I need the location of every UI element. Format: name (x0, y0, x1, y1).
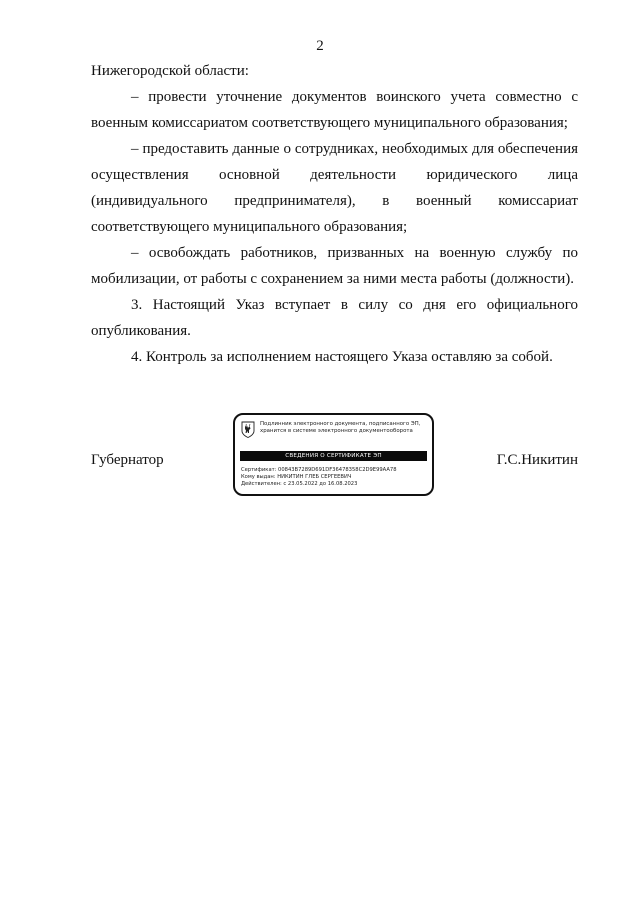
stamp-note-line: хранится в системе электронного документооборота (260, 428, 413, 434)
certificate-number: Сертификат: 00843B7289D691DF36478358C2D9E99AA78 (241, 467, 397, 473)
paragraph-provide-employee-data: – предоставить данные о сотрудниках, необходимых для обеспечения осуществления основной деятельности юридического лица (индивидуального предпринимателя), в военный комиссариат соответствующего муниципального образования; (91, 141, 578, 235)
paragraph-clarify-records: – провести уточнение документов воинского учета совместно с военным комиссариатом соответствующего муниципального образования; (91, 89, 578, 131)
deer-emblem-icon (241, 421, 255, 438)
signer-name: Г.С.Никитин (496, 452, 578, 468)
stamp-banner: СВЕДЕНИЯ О СЕРТИФИКАТЕ ЭП (240, 451, 427, 461)
paragraph-control: 4. Контроль за исполнением настоящего Указа оставляю за собой. (131, 349, 553, 365)
certificate-owner: Кому выдан: НИКИТИН ГЛЕБ СЕРГЕЕВИЧ (241, 474, 352, 480)
paragraph-entry-into-force: 3. Настоящий Указ вступает в силу со дня его официального опубликования. (91, 297, 578, 339)
paragraph-release-mobilized-workers: – освобождать работников, призванных на военную службу по мобилизации, от работы с сохранением за ними места работы (должности). (91, 245, 578, 287)
electronic-signature-stamp (233, 413, 434, 496)
signature-block (91, 412, 578, 502)
stamp-note (260, 421, 428, 435)
paragraph-continuation: Нижегородской области: (91, 63, 249, 79)
document-body (91, 58, 578, 370)
certificate-validity: Действителен: с 23.05.2022 до 16.08.2023 (241, 481, 358, 487)
signer-position: Губернатор (91, 452, 164, 468)
stamp-note-line: Подлинник электронного документа, подписанного ЭП, (260, 421, 421, 427)
page-number: 2 (316, 38, 324, 54)
certificate-details (241, 467, 427, 488)
